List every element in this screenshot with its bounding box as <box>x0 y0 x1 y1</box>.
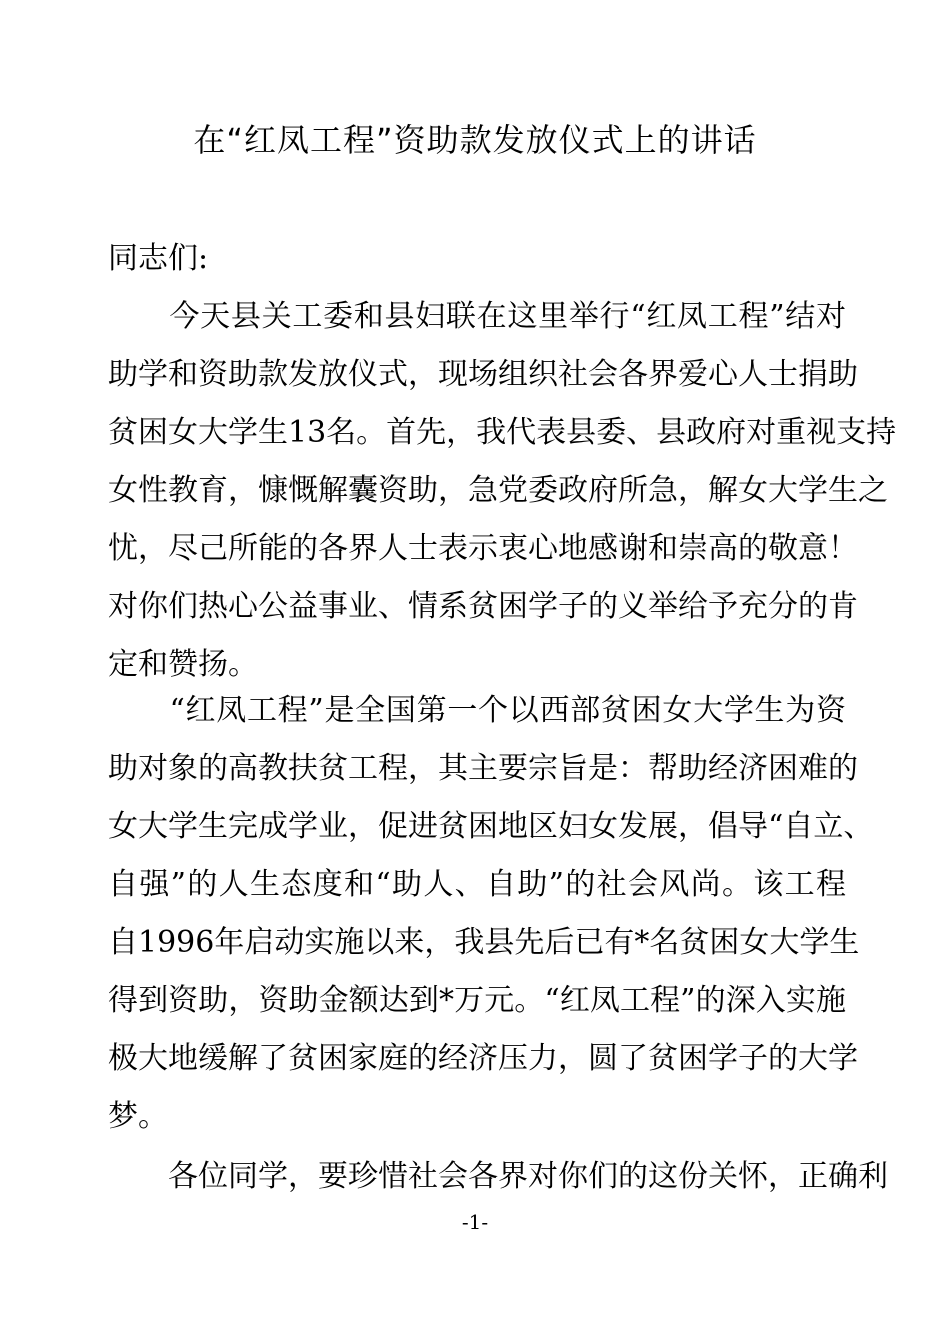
paragraph-2 <box>108 682 874 1146</box>
paragraph-line: “红凤工程”是全国第一个以西部贫困女大学生为资 <box>108 693 846 728</box>
paragraph-line: 对你们热心公益事业、情系贫困学子的义举给予充分的肯 <box>108 589 858 624</box>
paragraph-line: 自强”的人生态度和“助人、自助”的社会风尚。该工程 <box>108 867 846 902</box>
paragraph-line: 贫困女大学生13名。首先，我代表县委、县政府对重视支持 <box>108 415 897 450</box>
paragraph-line: 极大地缓解了贫困家庭的经济压力，圆了贫困学子的大学 <box>108 1041 858 1076</box>
paragraph-1 <box>108 288 897 694</box>
salutation: 同志们: <box>108 241 209 276</box>
paragraph-line: 忧，尽己所能的各界人士表示衷心地感谢和崇高的敬意！ <box>108 531 858 566</box>
paragraph-line: 定和赞扬。 <box>108 647 258 682</box>
document-title: 在“红凤工程”资助款发放仪式上的讲话 <box>193 121 757 159</box>
paragraph-line: 自1996年启动实施以来，我县先后已有*名贫困女大学生 <box>108 925 860 960</box>
paragraph-line: 女大学生完成学业，促进贫困地区妇女发展，倡导“自立、 <box>108 809 874 844</box>
paragraph-3 <box>108 1148 888 1206</box>
paragraph-line: 各位同学，要珍惜社会各界对你们的这份关怀，正确利 <box>108 1159 888 1194</box>
paragraph-line: 今天县关工委和县妇联在这里举行“红凤工程”结对 <box>108 299 846 334</box>
paragraph-line: 得到资助，资助金额达到*万元。“红凤工程”的深入实施 <box>108 983 846 1018</box>
paragraph-line: 女性教育，慷慨解囊资助，急党委政府所急，解女大学生之 <box>108 473 888 508</box>
paragraph-line: 助对象的高教扶贫工程，其主要宗旨是：帮助经济困难的 <box>108 751 858 786</box>
paragraph-line: 梦。 <box>108 1099 168 1134</box>
paragraph-line: 助学和资助款发放仪式，现场组织社会各界爱心人士捐助 <box>108 357 858 392</box>
page-number: -1- <box>461 1210 489 1234</box>
